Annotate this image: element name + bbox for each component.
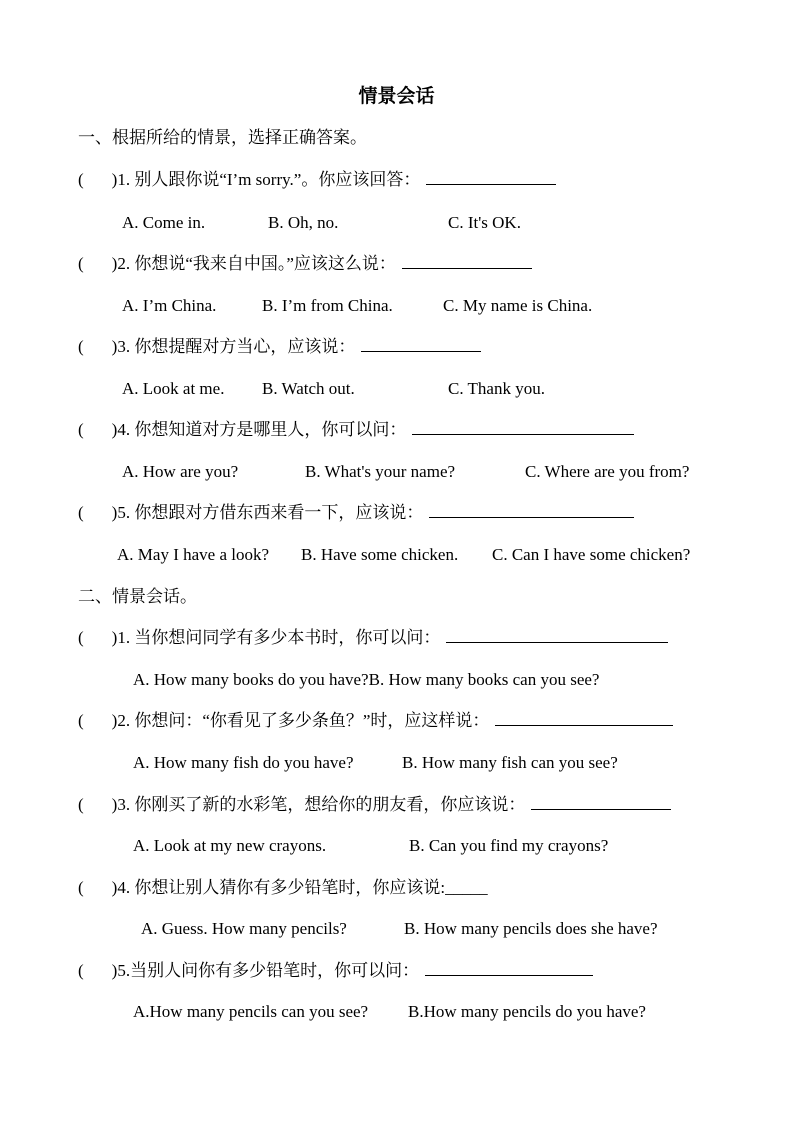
question-text: 你想说“我来自中国。”应该这么说： (134, 254, 396, 273)
answer-blank[interactable] (495, 724, 673, 726)
question-number: )1. (111, 628, 131, 647)
option-a[interactable]: A. I’m China. (122, 296, 217, 315)
option-b[interactable]: B. Watch out. (262, 379, 355, 398)
option-c[interactable]: C. My name is China. (443, 296, 593, 315)
answer-blank[interactable] (429, 516, 634, 518)
option-b[interactable]: B.How many pencils do you have? (408, 1002, 646, 1021)
question-s2-4 (78, 878, 488, 898)
option-a[interactable]: A. How are you? (122, 462, 239, 481)
option-b[interactable]: B. What's your name? (305, 462, 456, 481)
option-a[interactable]: A. Come in. (122, 213, 206, 232)
question-number: )2. (111, 254, 131, 273)
option-c[interactable]: C. Where are you from? (525, 462, 690, 481)
answer-blank[interactable] (412, 433, 634, 435)
paren: ( (78, 420, 84, 439)
option-a[interactable]: A. Guess. How many pencils? (141, 919, 347, 938)
section1-heading: 一、根据所给的情景，选择正确答案。 (78, 128, 367, 147)
option-b[interactable]: B. Oh, no. (268, 213, 339, 232)
question-number: )3. (111, 795, 131, 814)
question-s1-5 (78, 503, 634, 523)
question-s2-3 (78, 795, 671, 815)
answer-blank[interactable] (425, 974, 593, 976)
option-c[interactable]: C. Can I have some chicken? (492, 545, 691, 564)
question-text: 你想提醒对方当心，应该说： (134, 337, 356, 356)
paren: ( (78, 170, 84, 189)
option-b[interactable]: B. Can you find my crayons? (409, 836, 609, 855)
option-a[interactable]: A. Look at me. (122, 379, 225, 398)
option-ab[interactable]: A. How many books do you have?B. How many books can you see? (133, 670, 600, 689)
question-text: 你刚买了新的水彩笔，想给你的朋友看，你应该说： (134, 795, 526, 814)
paren: ( (78, 337, 84, 356)
paren: ( (78, 711, 84, 730)
question-number: )5. (111, 503, 131, 522)
option-a[interactable]: A. May I have a look? (117, 545, 270, 564)
answer-blank[interactable] (426, 183, 556, 185)
option-b[interactable]: B. How many fish can you see? (402, 753, 618, 772)
page-title: 情景会话 (358, 86, 435, 107)
question-s2-2 (78, 711, 673, 731)
answer-blank[interactable] (531, 808, 671, 810)
question-s1-3 (78, 337, 481, 357)
option-a[interactable]: A. How many fish do you have? (133, 753, 354, 772)
option-a[interactable]: A.How many pencils can you see? (133, 1002, 369, 1021)
option-a[interactable]: A. Look at my new crayons. (133, 836, 327, 855)
paren: ( (78, 628, 84, 647)
question-number: )2. (111, 711, 131, 730)
question-s2-1 (78, 628, 668, 648)
question-text: 你想问：“你看见了多少条鱼？”时，应这样说： (134, 711, 490, 730)
paren: ( (78, 878, 84, 897)
paren: ( (78, 254, 84, 273)
answer-blank[interactable] (446, 641, 668, 643)
question-number: )4. (111, 878, 131, 897)
question-text: 你想知道对方是哪里人，你可以问： (134, 420, 407, 439)
option-b[interactable]: B. How many pencils does she have? (404, 919, 658, 938)
option-b[interactable]: B. I’m from China. (262, 296, 393, 315)
question-number: )3. (111, 337, 131, 356)
question-number: )4. (111, 420, 131, 439)
option-c[interactable]: C. It's OK. (448, 213, 521, 232)
answer-blank[interactable] (361, 350, 481, 352)
question-s1-2 (78, 254, 532, 274)
paren: ( (78, 961, 84, 980)
question-text: 你想让别人猜你有多少铅笔时，你应该说:_____ (134, 878, 488, 897)
paren: ( (78, 503, 84, 522)
question-text: 别人跟你说“I’m sorry.”。你应该回答： (134, 170, 421, 189)
answer-blank[interactable] (402, 267, 532, 269)
question-text: 你想跟对方借东西来看一下，应该说： (134, 503, 424, 522)
question-text: 当别人问你有多少铅笔时，你可以问： (130, 961, 420, 980)
question-s1-1 (78, 170, 556, 190)
question-number: )5. (111, 961, 131, 980)
section2-heading: 二、情景会话。 (78, 587, 197, 606)
question-text: 当你想问同学有多少本书时，你可以问： (134, 628, 441, 647)
question-number: )1. (111, 170, 131, 189)
question-s1-4 (78, 420, 634, 440)
option-c[interactable]: C. Thank you. (448, 379, 545, 398)
paren: ( (78, 795, 84, 814)
question-s2-5 (78, 961, 593, 981)
option-b[interactable]: B. Have some chicken. (301, 545, 459, 564)
